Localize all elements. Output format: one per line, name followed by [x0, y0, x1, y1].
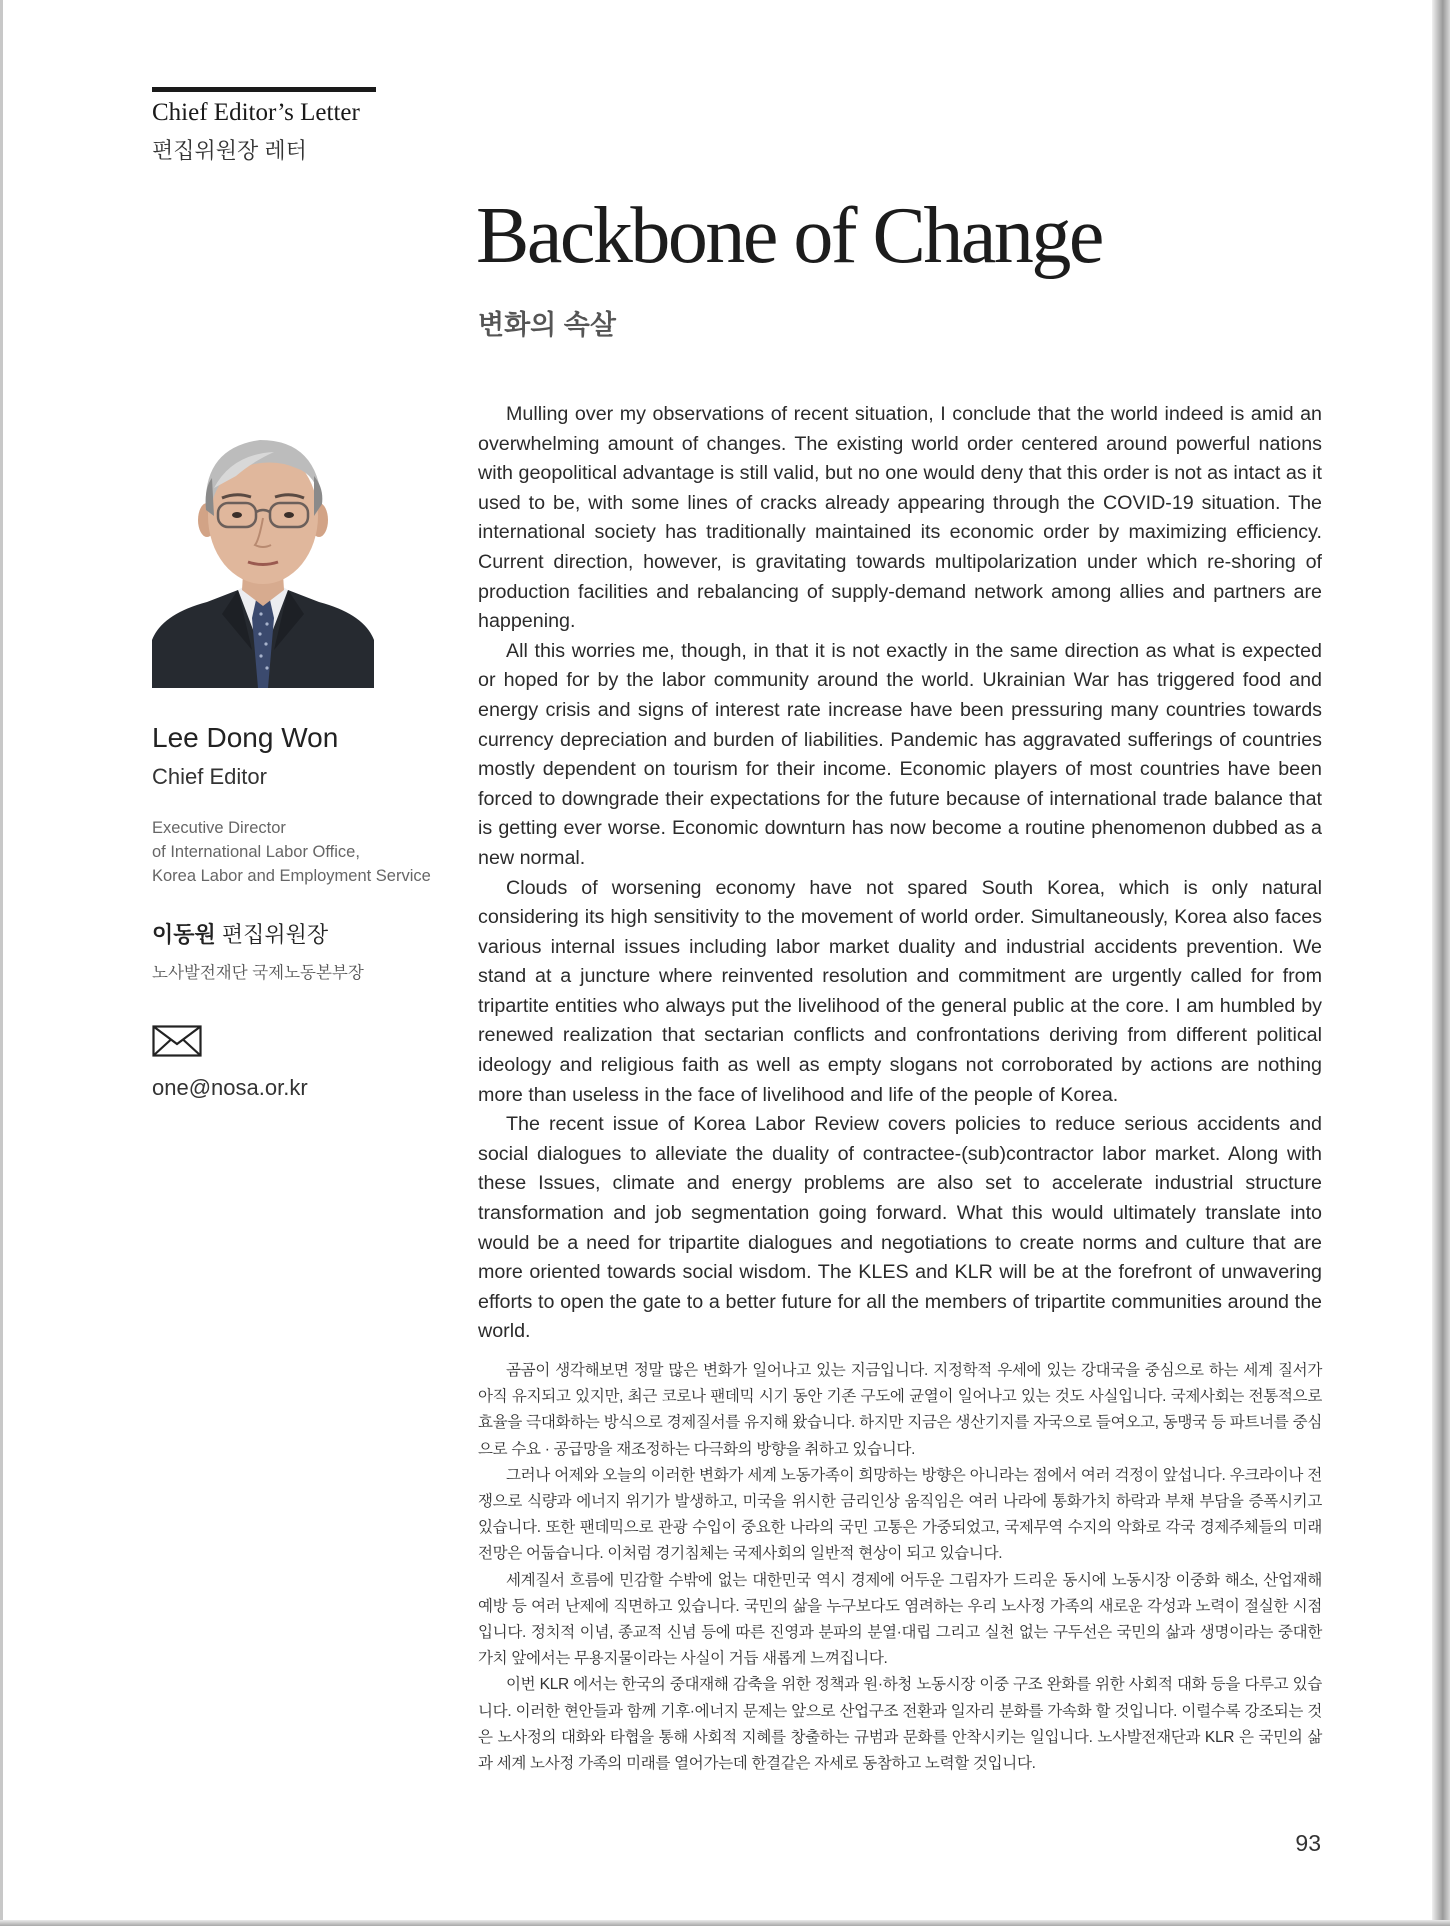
author-affiliation-line: Korea Labor and Employment Service	[152, 867, 431, 885]
page-left-edge	[0, 0, 3, 1926]
author-sidebar	[152, 722, 452, 1101]
body-paragraph: All this worries me, though, in that it is not exactly in the same direction as what is expected or hoped for by the labor community around the world. Ukrainian War has triggered food and energy crisis and signs of interest rate increase have been pressuring many countries towards currency depreciation and burden of liabilities. Pandemic has aggravated sufferings of countries mostly dependent on tourism for their income. Economic players of most countries have been forced to downgrade their expectations for the future because of international trade balance that is getting ever worse. Economic downturn has now become a routine phenomenon dubbed as a new normal.	[478, 639, 1322, 869]
page-number: 93	[1295, 1830, 1321, 1856]
body-paragraph: Clouds of worsening economy have not spared South Korea, which is only natural considering its high sensitivity to the movement of world order. Simultaneously, Korea also faces various internal issues including labor market duality and industrial accidents prevention. We stand at a juncture where reinvented resolution and commitment are urgently called for from tripartite entities who always put the livelihood of the general public at the core. I am humbled by renewed realization that sectarian conflicts and confrontations deriving from different political ideology and religious faith as well as empty slogans not corroborated by actions are nothing more than useless in the face of livelihood and life of the people of Korea.	[478, 876, 1322, 1106]
body-paragraph-korean: 그러나 어제와 오늘의 이러한 변화가 세계 노동가족이 희망하는 방향은 아니라는 점에서 여러 걱정이 앞섭니다. 우크라이나 전쟁으로 식량과 에너지 위기가 발생하고, 미국을 위시한 금리인상 움직임은 여러 나라에 통화가치 하락과 부채 부담을 증폭시키고 있습니다. 또한 팬데믹으로 관광 수입이 중요한 나라의 국민 고통은 가중되었고, 국제무역 수지의 악화로 각국 경제주체들의 미래 전망은 어둡습니다. 이처럼 경기침체는 국제사회의 일반적 현상이 되고 있습니다.	[478, 1466, 1322, 1563]
body-paragraph: Mulling over my observations of recent situation, I conclude that the world indeed is amid an overwhelming amount of changes. The existing world order centered around powerful nations with geopolitical advantage is still valid, but no one would deny that this order is not as intact as it used to be, with some lines of cracks already appearing through the COVID-19 situation. The international society has traditionally maintained its economic order by maximizing efficiency. Current direction, however, is gravitating towards multipolarization under which re-shoring of production facilities and rebalancing of supply-demand network among allies and partners are happening.	[478, 403, 1322, 633]
article-body-english	[478, 400, 1322, 1347]
body-paragraph-korean: 곰곰이 생각해보면 정말 많은 변화가 일어나고 있는 지금입니다. 지정학적 우세에 있는 강대국을 중심으로 하는 세계 질서가 아직 유지되고 있지만, 최근 코로나 팬데믹 시기 동안 기존 구도에 균열이 일어나고 있는 것도 사실입니다. 국제사회는 전통적으로 효율을 극대화하는 방식으로 경제질서를 유지해 왔습니다. 하지만 지금은 생산기지를 자국으로 들여오고, 동맹국 등 파트너를 중심으로 수요 · 공급망을 재조정하는 다극화의 방향을 취하고 있습니다.	[478, 1362, 1322, 1458]
envelope-icon	[152, 1025, 202, 1057]
body-paragraph: The recent issue of Korea Labor Review covers policies to reduce serious accidents and social dialogues to alleviate the duality of contractee-(sub)contractor labor market. Along with these Issues, climate and energy problems are also set to accelerate industrial structure transformation and job segmentation going forward. What this would ultimately translate into would be a need for tripartite dialogues and negotiations to create norms and culture that are more oriented towards social wisdom. The KLES and KLR will be at the forefront of unwavering efforts to open the gate to a better future for all the members of tripartite communities around the world.	[478, 1113, 1322, 1343]
author-role: Chief Editor	[152, 764, 267, 789]
section-title: Chief Editor’s Letter	[152, 99, 360, 126]
author-portrait	[152, 418, 374, 688]
author-email-link[interactable]: one@nosa.or.kr	[152, 1075, 308, 1100]
author-role-korean: 편집위원장	[221, 922, 329, 947]
author-name-korean: 이동원	[152, 922, 216, 947]
page-bottom-edge	[0, 1920, 1450, 1926]
section-title-korean: 편집위원장 레터	[152, 138, 307, 163]
article-subtitle-korean: 변화의 속살	[478, 310, 616, 340]
section-rule	[152, 87, 376, 92]
article-body-korean	[478, 1358, 1322, 1777]
author-affiliation-line: Executive Director	[152, 819, 286, 837]
author-name: Lee Dong Won	[152, 722, 339, 753]
author-affiliation-line: of International Labor Office,	[152, 843, 360, 861]
author-korean-line	[152, 918, 452, 949]
author-affiliation	[152, 816, 452, 888]
author-department-korean: 노사발전재단 국제노동본부장	[152, 964, 364, 982]
body-paragraph-korean: 이번 KLR 에서는 한국의 중대재해 감축을 위한 정책과 원·하청 노동시장 이중 구조 완화를 위한 사회적 대화 등을 다루고 있습니다. 이러한 현안들과 함께 기후·에너지 문제는 앞으로 산업구조 전환과 일자리 분화를 가속화 할 것입니다. 이럴수록 강조되는 것은 노사정의 대화와 타협을 통해 사회적 지혜를 창출하는 규범과 문화를 안착시키는 일입니다. 노사발전재단과 KLR 은 국민의 삶과 세계 노사정 가족의 미래를 열어가는데 한결같은 자세로 동참하고 노력할 것입니다.	[478, 1676, 1322, 1773]
body-paragraph-korean: 세계질서 흐름에 민감할 수밖에 없는 대한민국 역시 경제에 어두운 그림자가 드리운 동시에 노동시장 이중화 해소, 산업재해 예방 등 여러 난제에 직면하고 있습니다. 국민의 삶을 누구보다도 염려하는 우리 노사정 가족의 새로운 각성과 노력이 절실한 시점입니다. 정치적 이념, 종교적 신념 등에 따른 진영과 분파의 분열·대립 그리고 실천 없는 구두선은 국민의 삶과 생명이라는 중대한 가치 앞에서는 무용지물이라는 사실이 거듭 새롭게 느껴집니다.	[478, 1571, 1322, 1668]
page-right-edge	[1432, 0, 1450, 1926]
article-title: Backbone of Change	[476, 192, 1102, 280]
